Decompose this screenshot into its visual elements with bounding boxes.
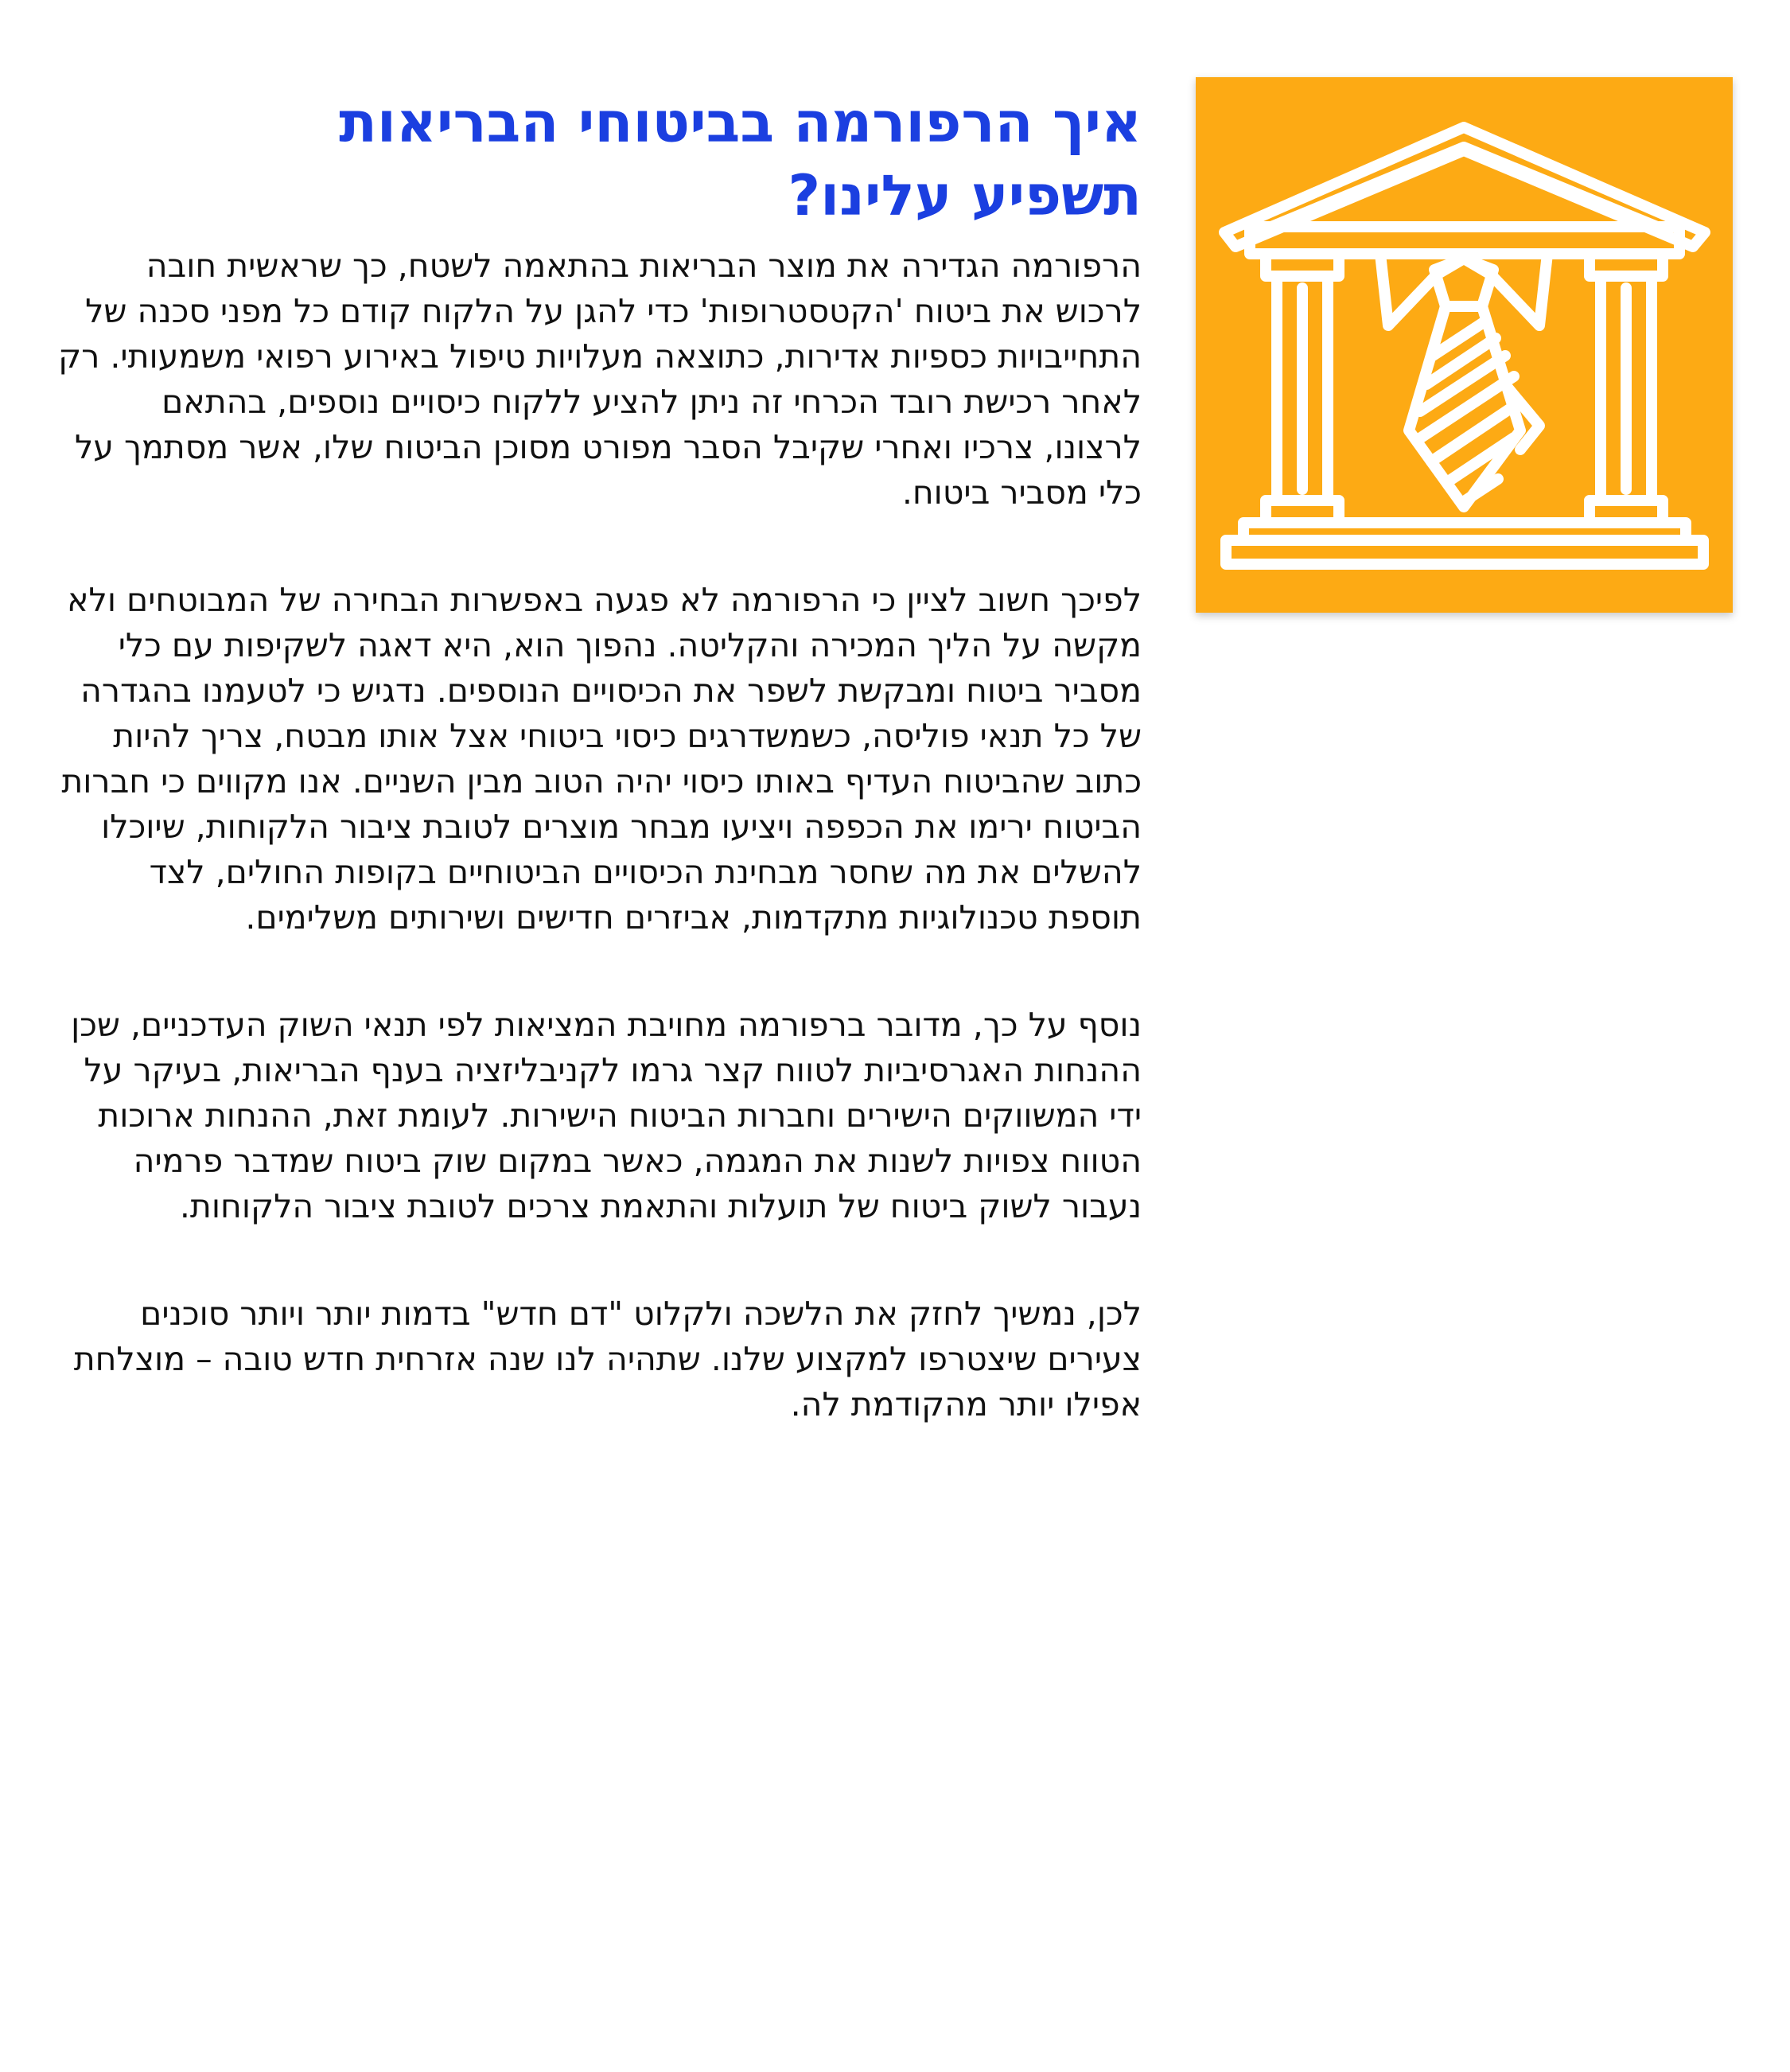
- article-paragraph: לפיכך חשוב לציין כי הרפורמה לא פגעה באפשרות הבחירה של המבוטחים ולא מקשה על הליך המכירה והקליטה. נהפוך הוא, היא דאגה לשקיפות עם כלי מסביר ביטוח ומבקשת לשפר את הכיסויים הנוספים. נדגיש כי לטעמנו בהגדרה של כל תנאי פוליסה, כשמשדרגים כיסוי ביטוחי אצל אותו מבטח, צריך להיות כתוב שהביטוח העדיף באותו כיסוי יהיה הטוב מבין השניים. אנו מקווים כי חברות הביטוח ירימו את הכפפה ויציעו מבחר מוצרים לטובת ציבור הלקוחות, שיוכלו להשלים את מה שחסר מבחינת הכיסויים הביטוחיים בקופות החולים, לצד תוספת טכנולוגיות מתקדמות, אביזרים חדישים ושירותים משלימים.: [61, 581, 1142, 937]
- article-paragraph: לכן, נמשיך לחזק את הלשכה ולקלוט "דם חדש" בדמות יותר ויותר סוכנים צעירים שיצטרפו למקצוע שלנו. שתהיה לנו שנה אזרחית חדש טובה – מוצלחת אפילו יותר מהקודמת לה.: [73, 1295, 1142, 1424]
- building-tie-illustration: [1196, 77, 1733, 613]
- article-paragraph: נוסף על כך, מדובר ברפורמה מחויבת המציאות לפי תנאי השוק העדכניים, שכן ההנחות האגרסיביות לטווח קצר גרמו לקניבליזציה בענף הבריאות, בעיקר על ידי המשווקים הישירים וחברות הביטוח הישירות. לעומת זאת, ההנחות ארוכות הטווח צפויות לשנות את המגמה, כאשר במקום שוק ביטוח שמדבר פרמיה נעבור לשוק ביטוח של תועלות והתאמת צרכים לטובת ציבור הלקוחות.: [71, 1006, 1142, 1225]
- article-paragraph: הרפורמה הגדירה את מוצר הבריאות בהתאמה לשטח, כך שראשית חובה לרכוש את ביטוח 'הקטסטרופות' כדי להגן על הלקוח קודם כל מפני סכנה של התחייבויות כספיות אדירות, כתוצאה מעלויות טיפול באירוע רפואי משמעותי. רק לאחר רכישת רובד הכרחי זה ניתן להציע ללקוח כיסויים נוספים, בהתאם לרצונו, צרכיו ואחרי שקיבל הסבר מפורט מסוכן הביטוח שלו, אשר מסתמך על כלי מסביר ביטוח.: [58, 247, 1142, 512]
- bank-with-tie-icon: [1196, 77, 1733, 613]
- article-title: איך הרפורמה בביטוחי הבריאות תשפיע עלינו?: [339, 90, 1142, 228]
- article: [56, 86, 1142, 1427]
